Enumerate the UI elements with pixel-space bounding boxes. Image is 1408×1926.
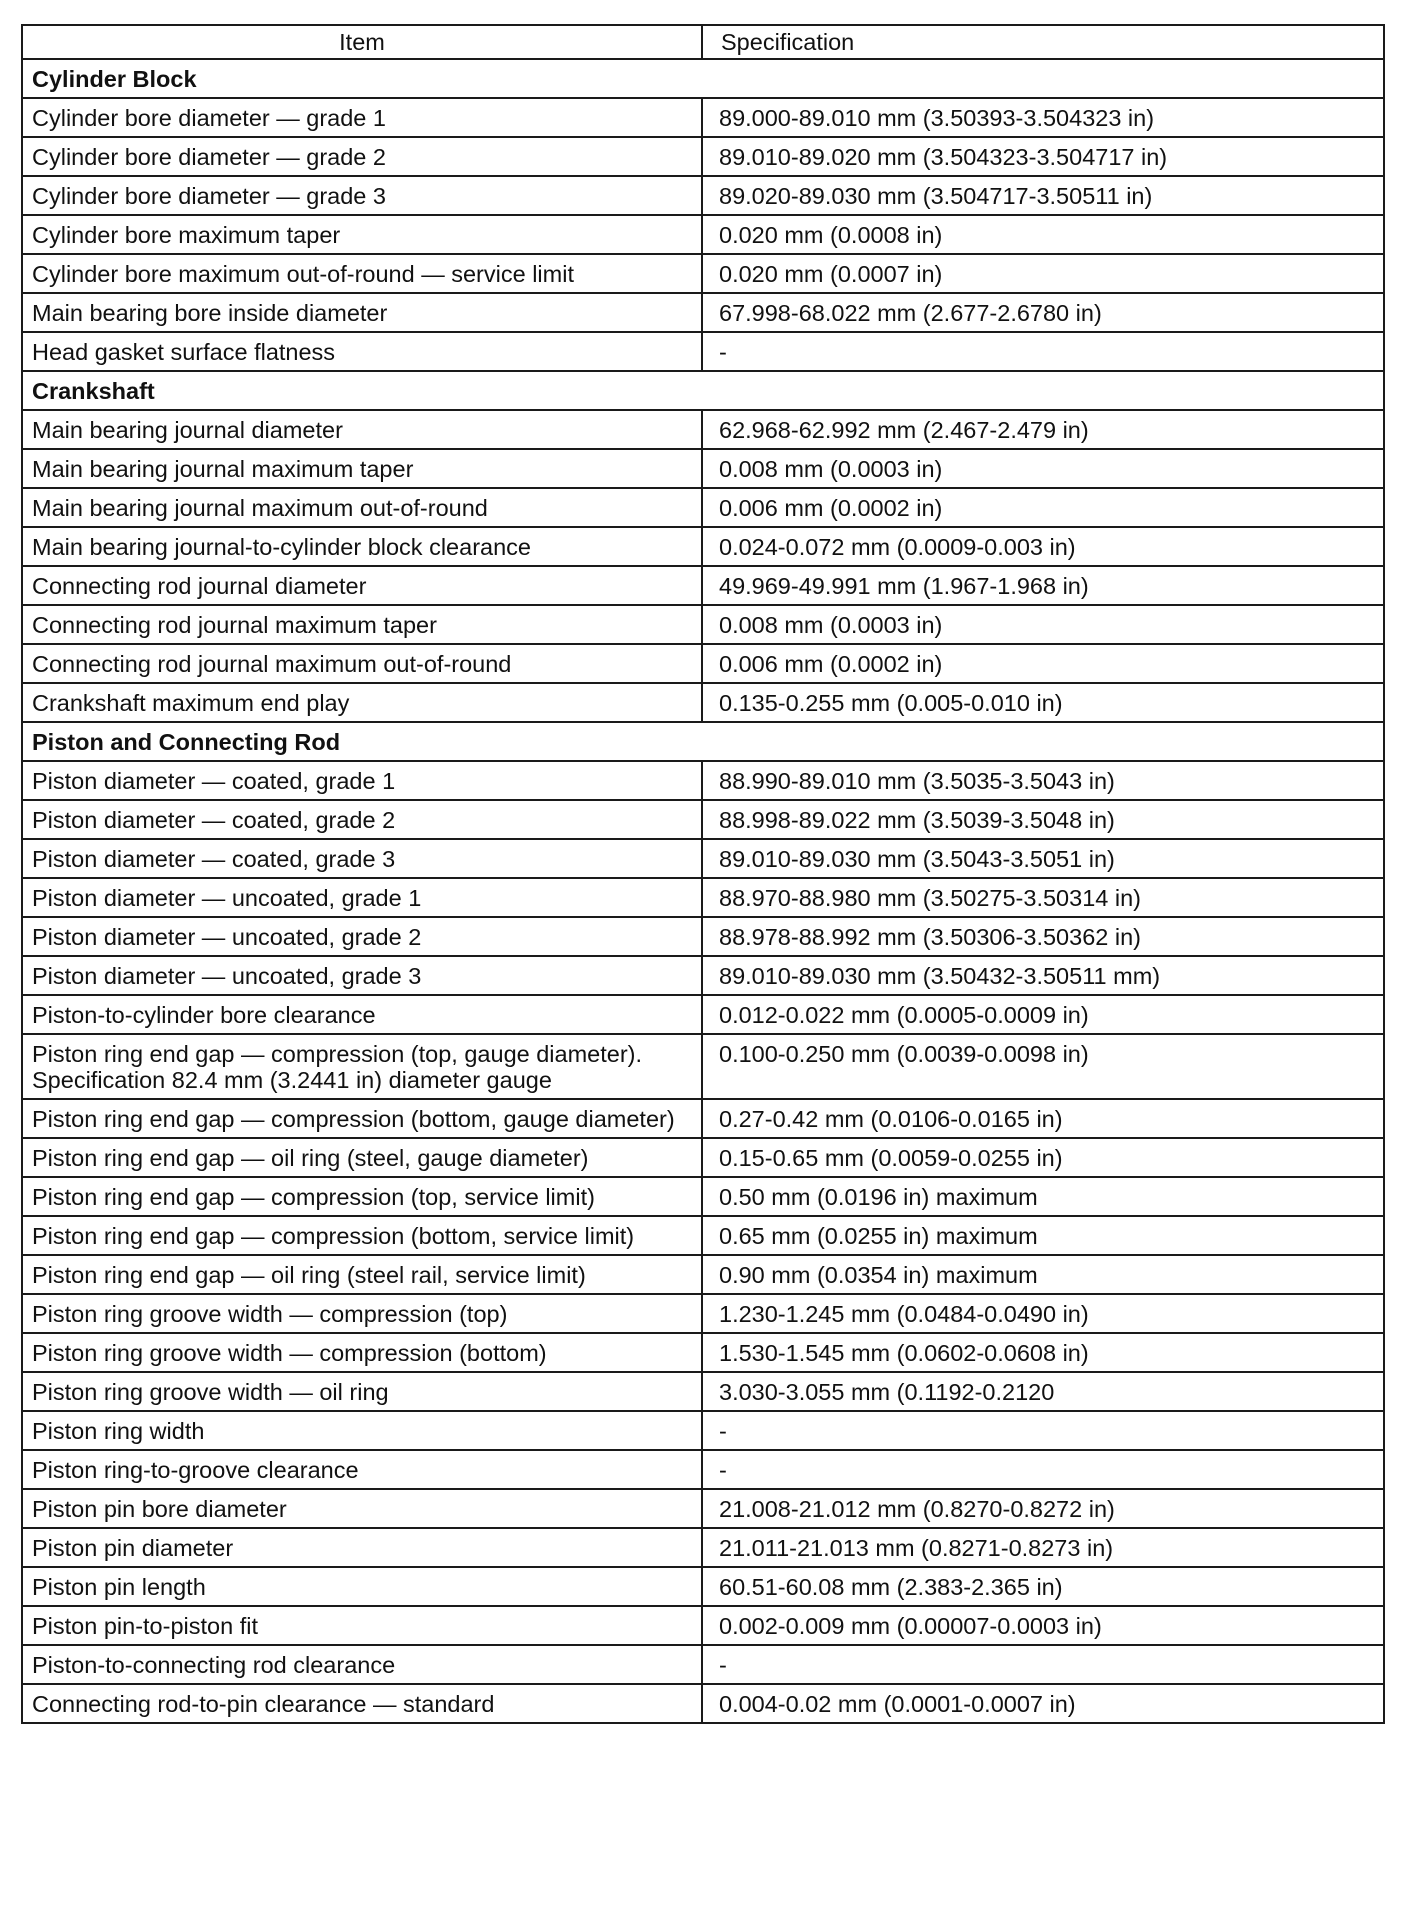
specification-cell: 0.004-0.02 mm (0.0001-0.0007 in) <box>702 1684 1384 1723</box>
specification-cell: 0.024-0.072 mm (0.0009-0.003 in) <box>702 527 1384 566</box>
specification-cell: 62.968-62.992 mm (2.467-2.479 in) <box>702 410 1384 449</box>
item-cell: Piston ring groove width — compression (top) <box>22 1294 702 1333</box>
specification-cell: 89.010-89.020 mm (3.504323-3.504717 in) <box>702 137 1384 176</box>
specification-cell: 89.020-89.030 mm (3.504717-3.50511 in) <box>702 176 1384 215</box>
table-row <box>22 410 1384 449</box>
table-row <box>22 215 1384 254</box>
specification-cell: 0.006 mm (0.0002 in) <box>702 644 1384 683</box>
specification-cell: 0.27-0.42 mm (0.0106-0.0165 in) <box>702 1099 1384 1138</box>
table-row <box>22 1333 1384 1372</box>
table-row <box>22 98 1384 137</box>
specification-cell: - <box>702 1645 1384 1684</box>
table-header-row <box>22 25 1384 59</box>
item-cell: Connecting rod journal maximum out-of-round <box>22 644 702 683</box>
table-row <box>22 1255 1384 1294</box>
table-row <box>22 761 1384 800</box>
specification-cell: 49.969-49.991 mm (1.967-1.968 in) <box>702 566 1384 605</box>
item-cell: Piston ring end gap — compression (bottom, service limit) <box>22 1216 702 1255</box>
specification-cell: 3.030-3.055 mm (0.1192-0.2120 <box>702 1372 1384 1411</box>
specification-cell: 0.15-0.65 mm (0.0059-0.0255 in) <box>702 1138 1384 1177</box>
item-cell: Piston diameter — coated, grade 3 <box>22 839 702 878</box>
section-header-row <box>22 722 1384 761</box>
table-row <box>22 1034 1384 1099</box>
table-row <box>22 137 1384 176</box>
table-row <box>22 566 1384 605</box>
item-cell: Piston pin-to-piston fit <box>22 1606 702 1645</box>
item-cell: Main bearing journal maximum taper <box>22 449 702 488</box>
item-cell: Piston ring end gap — compression (top, gauge diameter). Specification 82.4 mm (3.2441 in) diameter gauge <box>22 1034 702 1099</box>
specification-cell: 1.530-1.545 mm (0.0602-0.0608 in) <box>702 1333 1384 1372</box>
section-title: Piston and Connecting Rod <box>22 722 1384 761</box>
table-body <box>22 59 1384 1723</box>
item-cell: Piston ring end gap — oil ring (steel, gauge diameter) <box>22 1138 702 1177</box>
item-cell: Cylinder bore maximum taper <box>22 215 702 254</box>
table-row <box>22 488 1384 527</box>
section-header-row <box>22 371 1384 410</box>
specification-cell: 89.010-89.030 mm (3.5043-3.5051 in) <box>702 839 1384 878</box>
specification-cell: 0.008 mm (0.0003 in) <box>702 605 1384 644</box>
table-row <box>22 995 1384 1034</box>
specification-cell: 88.998-89.022 mm (3.5039-3.5048 in) <box>702 800 1384 839</box>
specification-cell: 0.65 mm (0.0255 in) maximum <box>702 1216 1384 1255</box>
specification-cell: 0.006 mm (0.0002 in) <box>702 488 1384 527</box>
section-title: Crankshaft <box>22 371 1384 410</box>
table-row <box>22 917 1384 956</box>
table-row <box>22 176 1384 215</box>
specification-cell: 0.012-0.022 mm (0.0005-0.0009 in) <box>702 995 1384 1034</box>
item-column-header: Item <box>22 25 702 59</box>
specification-cell: - <box>702 1450 1384 1489</box>
specification-cell: 88.990-89.010 mm (3.5035-3.5043 in) <box>702 761 1384 800</box>
table-row <box>22 1489 1384 1528</box>
specification-table <box>21 24 1385 1724</box>
specification-cell: 0.002-0.009 mm (0.00007-0.0003 in) <box>702 1606 1384 1645</box>
specification-cell: 88.978-88.992 mm (3.50306-3.50362 in) <box>702 917 1384 956</box>
table-row <box>22 254 1384 293</box>
item-cell: Cylinder bore diameter — grade 1 <box>22 98 702 137</box>
table-row <box>22 1411 1384 1450</box>
item-cell: Main bearing journal-to-cylinder block clearance <box>22 527 702 566</box>
table-row <box>22 1099 1384 1138</box>
table-row <box>22 878 1384 917</box>
table-row <box>22 956 1384 995</box>
item-cell: Piston diameter — uncoated, grade 3 <box>22 956 702 995</box>
item-cell: Piston-to-cylinder bore clearance <box>22 995 702 1034</box>
item-cell: Connecting rod journal diameter <box>22 566 702 605</box>
table-row <box>22 644 1384 683</box>
item-cell: Piston ring end gap — compression (bottom, gauge diameter) <box>22 1099 702 1138</box>
specification-cell: 60.51-60.08 mm (2.383-2.365 in) <box>702 1567 1384 1606</box>
specification-cell: 88.970-88.980 mm (3.50275-3.50314 in) <box>702 878 1384 917</box>
item-cell: Crankshaft maximum end play <box>22 683 702 722</box>
item-cell: Piston diameter — uncoated, grade 2 <box>22 917 702 956</box>
item-cell: Piston ring-to-groove clearance <box>22 1450 702 1489</box>
table-row <box>22 1684 1384 1723</box>
item-cell: Main bearing journal diameter <box>22 410 702 449</box>
item-cell: Head gasket surface flatness <box>22 332 702 371</box>
specification-cell: - <box>702 1411 1384 1450</box>
table-row <box>22 1372 1384 1411</box>
table-row <box>22 605 1384 644</box>
specification-cell: 0.008 mm (0.0003 in) <box>702 449 1384 488</box>
table-row <box>22 1645 1384 1684</box>
specification-cell: 0.50 mm (0.0196 in) maximum <box>702 1177 1384 1216</box>
item-cell: Piston ring groove width — compression (bottom) <box>22 1333 702 1372</box>
specification-cell: 0.020 mm (0.0007 in) <box>702 254 1384 293</box>
table-row <box>22 527 1384 566</box>
item-cell: Piston ring end gap — oil ring (steel rail, service limit) <box>22 1255 702 1294</box>
item-cell: Piston ring groove width — oil ring <box>22 1372 702 1411</box>
item-cell: Main bearing journal maximum out-of-round <box>22 488 702 527</box>
specification-cell: - <box>702 332 1384 371</box>
specification-cell: 0.020 mm (0.0008 in) <box>702 215 1384 254</box>
specification-cell: 89.010-89.030 mm (3.50432-3.50511 mm) <box>702 956 1384 995</box>
table-row <box>22 1567 1384 1606</box>
table-row <box>22 293 1384 332</box>
item-cell: Piston ring end gap — compression (top, service limit) <box>22 1177 702 1216</box>
specification-column-header: Specification <box>702 25 1384 59</box>
specification-cell: 0.135-0.255 mm (0.005-0.010 in) <box>702 683 1384 722</box>
section-header-row <box>22 59 1384 98</box>
specification-cell: 89.000-89.010 mm (3.50393-3.504323 in) <box>702 98 1384 137</box>
table-row <box>22 1450 1384 1489</box>
specification-cell: 67.998-68.022 mm (2.677-2.6780 in) <box>702 293 1384 332</box>
specification-cell: 0.100-0.250 mm (0.0039-0.0098 in) <box>702 1034 1384 1099</box>
table-row <box>22 839 1384 878</box>
item-cell: Piston diameter — coated, grade 2 <box>22 800 702 839</box>
specification-cell: 21.008-21.012 mm (0.8270-0.8272 in) <box>702 1489 1384 1528</box>
item-cell: Piston pin bore diameter <box>22 1489 702 1528</box>
section-title: Cylinder Block <box>22 59 1384 98</box>
table-row <box>22 449 1384 488</box>
table-row <box>22 1177 1384 1216</box>
item-cell: Connecting rod-to-pin clearance — standard <box>22 1684 702 1723</box>
table-row <box>22 1138 1384 1177</box>
item-cell: Cylinder bore diameter — grade 3 <box>22 176 702 215</box>
specification-cell: 1.230-1.245 mm (0.0484-0.0490 in) <box>702 1294 1384 1333</box>
item-cell: Cylinder bore diameter — grade 2 <box>22 137 702 176</box>
table-row <box>22 1528 1384 1567</box>
table-row <box>22 1606 1384 1645</box>
specification-cell: 0.90 mm (0.0354 in) maximum <box>702 1255 1384 1294</box>
item-cell: Piston pin diameter <box>22 1528 702 1567</box>
table-row <box>22 800 1384 839</box>
item-cell: Piston diameter — uncoated, grade 1 <box>22 878 702 917</box>
table-row <box>22 1216 1384 1255</box>
item-cell: Connecting rod journal maximum taper <box>22 605 702 644</box>
table-row <box>22 1294 1384 1333</box>
table-row <box>22 332 1384 371</box>
item-cell: Piston-to-connecting rod clearance <box>22 1645 702 1684</box>
item-cell: Main bearing bore inside diameter <box>22 293 702 332</box>
item-cell: Piston diameter — coated, grade 1 <box>22 761 702 800</box>
specification-cell: 21.011-21.013 mm (0.8271-0.8273 in) <box>702 1528 1384 1567</box>
table-row <box>22 683 1384 722</box>
item-cell: Cylinder bore maximum out-of-round — service limit <box>22 254 702 293</box>
item-cell: Piston pin length <box>22 1567 702 1606</box>
item-cell: Piston ring width <box>22 1411 702 1450</box>
